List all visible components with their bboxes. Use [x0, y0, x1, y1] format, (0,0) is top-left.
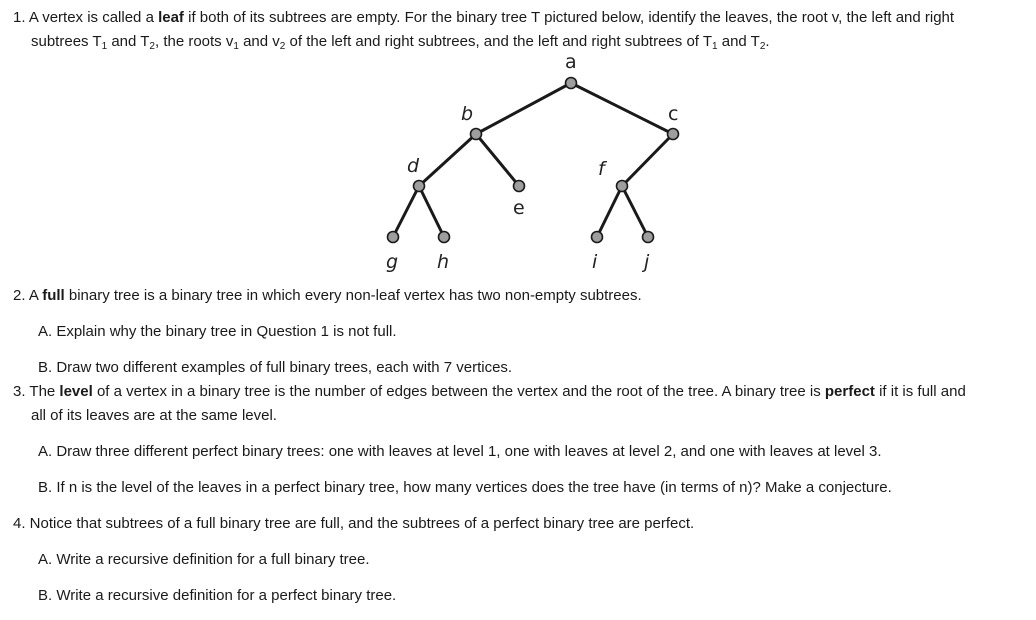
term-leaf: leaf [158, 9, 184, 26]
edge-d-g [393, 186, 419, 237]
question-4: 4. Notice that subtrees of a full binary tree are full, and the subtrees of a perfect binary tree are perfect. [13, 515, 695, 532]
vertex-a [566, 78, 577, 89]
subscript: 2 [279, 41, 286, 52]
subscript: 2 [149, 41, 155, 52]
label-h: h [437, 251, 450, 273]
q1-text: subtrees T [31, 33, 102, 50]
q1-text: if both of its subtrees are empty. For the binary tree T pictured below, identify the leaves, the root v, the left and right [183, 9, 955, 26]
edge-a-c [571, 83, 673, 134]
label-b: b [461, 103, 474, 125]
edge-b-e [476, 134, 519, 186]
vertex-g [388, 232, 399, 243]
term-perfect: perfect [824, 383, 875, 400]
subscript: 1 [712, 41, 718, 52]
vertex-d [414, 181, 425, 192]
question-3-line-2: all of its leaves are at the same level. [31, 407, 277, 424]
vertex-e [514, 181, 525, 192]
question-4-part-b: B. Write a recursive definition for a perfect binary tree. [38, 587, 397, 604]
edge-b-d [419, 134, 476, 186]
question-2 [13, 284, 642, 308]
subscript: 1 [101, 41, 108, 52]
vertex-b [471, 129, 482, 140]
subscript: 2 [759, 41, 766, 52]
tree-edges [393, 83, 673, 237]
question-2-part-a: A. Explain why the binary tree in Question 1 is not full. [38, 323, 397, 340]
q1-text: . [765, 33, 770, 50]
label-j: j [644, 251, 650, 273]
question-3-part-b: B. If n is the level of the leaves in a perfect binary tree, how many vertices does the tree have (in terms of n)? Make a conjecture. [38, 479, 892, 496]
vertex-j [643, 232, 654, 243]
vertex-i [592, 232, 603, 243]
label-c: c [668, 103, 679, 125]
edge-f-j [622, 186, 648, 237]
question-3-line-1 [13, 380, 966, 404]
label-i: i [592, 251, 598, 273]
q1-text: of the left and right subtrees, and the left and right subtrees of T [285, 33, 713, 50]
edge-c-f [622, 134, 673, 186]
label-a: a [565, 51, 577, 73]
vertex-f [617, 181, 628, 192]
question-4-part-a: A. Write a recursive definition for a full binary tree. [38, 551, 370, 568]
label-d: d [407, 155, 420, 177]
q1-text: and v [238, 33, 280, 50]
q3-text: if it is full and [874, 383, 966, 400]
edge-a-b [476, 83, 571, 134]
q1-text: and T [107, 33, 150, 50]
vertex-h [439, 232, 450, 243]
q1-text: and T [717, 33, 760, 50]
q2-text: binary tree is a binary tree in which every non-leaf vertex has two non-empty subtrees. [64, 287, 642, 304]
term-full: full [42, 287, 65, 304]
q3-text: 3. The [13, 383, 60, 400]
tree-labels [386, 51, 678, 273]
q1-text: , the roots v [154, 33, 234, 50]
edge-f-i [597, 186, 622, 237]
label-g: g [386, 251, 399, 273]
edge-d-h [419, 186, 444, 237]
q2-text: 2. A [13, 287, 43, 304]
subscript: 1 [233, 41, 239, 52]
binary-tree-diagram [0, 0, 1036, 290]
label-f: f [598, 158, 605, 180]
label-e: e [513, 197, 525, 219]
q1-text: 1. A vertex is called a [13, 9, 159, 26]
q3-text: of a vertex in a binary tree is the number of edges between the vertex and the root of the tree. A binary tree is [92, 383, 825, 400]
question-2-part-b: B. Draw two different examples of full binary trees, each with 7 vertices. [38, 359, 513, 376]
term-level: level [59, 383, 93, 400]
question-3-part-a: A. Draw three different perfect binary trees: one with leaves at level 1, one with leaves at level 2, and one with leaves at level 3. [38, 443, 882, 460]
vertex-c [668, 129, 679, 140]
